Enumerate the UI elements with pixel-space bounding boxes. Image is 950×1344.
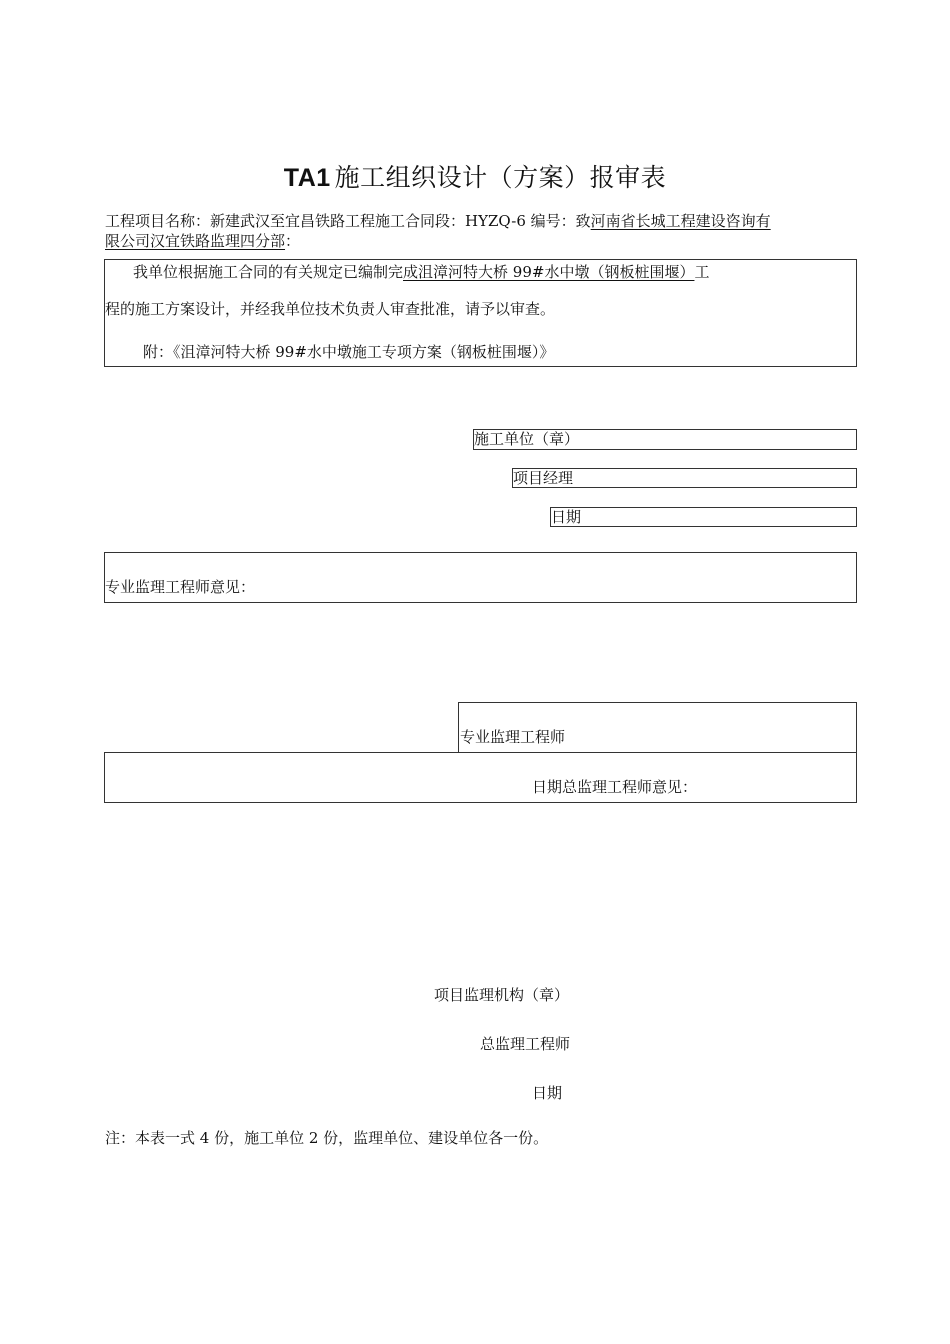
specialist-opinion-label: 专业监理工程师意见：	[105, 578, 256, 596]
footnote: 注：本表一式 4 份，施工单位 2 份，监理单位、建设单位各一份。	[105, 1129, 549, 1147]
form-title-text: 施工组织设计（方案）报审表	[334, 163, 667, 192]
project-manager-field[interactable]	[512, 468, 857, 488]
contractor-unit-label: 施工单位（章）	[474, 430, 580, 448]
application-text-prefix: 我单位根据施工合同的有关规定已编制完	[133, 263, 404, 281]
supervision-org-label: 项目监理机构（章）	[434, 986, 570, 1004]
form-title	[0, 158, 950, 194]
chief-opinion-box[interactable]	[104, 752, 857, 803]
application-line-1	[133, 262, 709, 282]
contractor-unit-field[interactable]	[473, 429, 857, 450]
recipient-line-2: 限公司汉宜铁路监理四分部	[105, 232, 286, 250]
contractor-date-label: 日期	[551, 508, 582, 526]
header-line-1	[105, 211, 771, 231]
recipient-colon: ：	[285, 232, 301, 250]
application-line-2: 程的施工方案设计，并经我单位技术负责人审查批准，请予以审查。	[105, 300, 556, 318]
specialist-engineer-label: 专业监理工程师	[460, 728, 566, 746]
attachment-line: 附：《沮漳河特大桥 99#水中墩施工专项方案（钢板桩围堰）》	[143, 343, 555, 361]
contractor-date-field[interactable]	[550, 507, 857, 527]
project-info: 工程项目名称：新建武汉至宜昌铁路工程施工合同段：HYZQ-6 编号：致	[105, 212, 591, 230]
chief-date-label: 日期	[532, 1084, 563, 1102]
recipient-line-1: 河南省长城工程建设咨询有	[590, 212, 771, 230]
chief-engineer-label: 总监理工程师	[480, 1035, 571, 1053]
application-text-suffix: 工	[694, 263, 710, 281]
application-project-name: 成沮漳河特大桥 99#水中墩（钢板桩围堰）	[403, 263, 695, 281]
header-line-2	[105, 231, 300, 251]
form-code: TA1	[283, 164, 331, 192]
project-manager-label: 项目经理	[513, 469, 574, 487]
specialist-date-chief-opinion-label: 日期总监理工程师意见：	[532, 778, 698, 796]
